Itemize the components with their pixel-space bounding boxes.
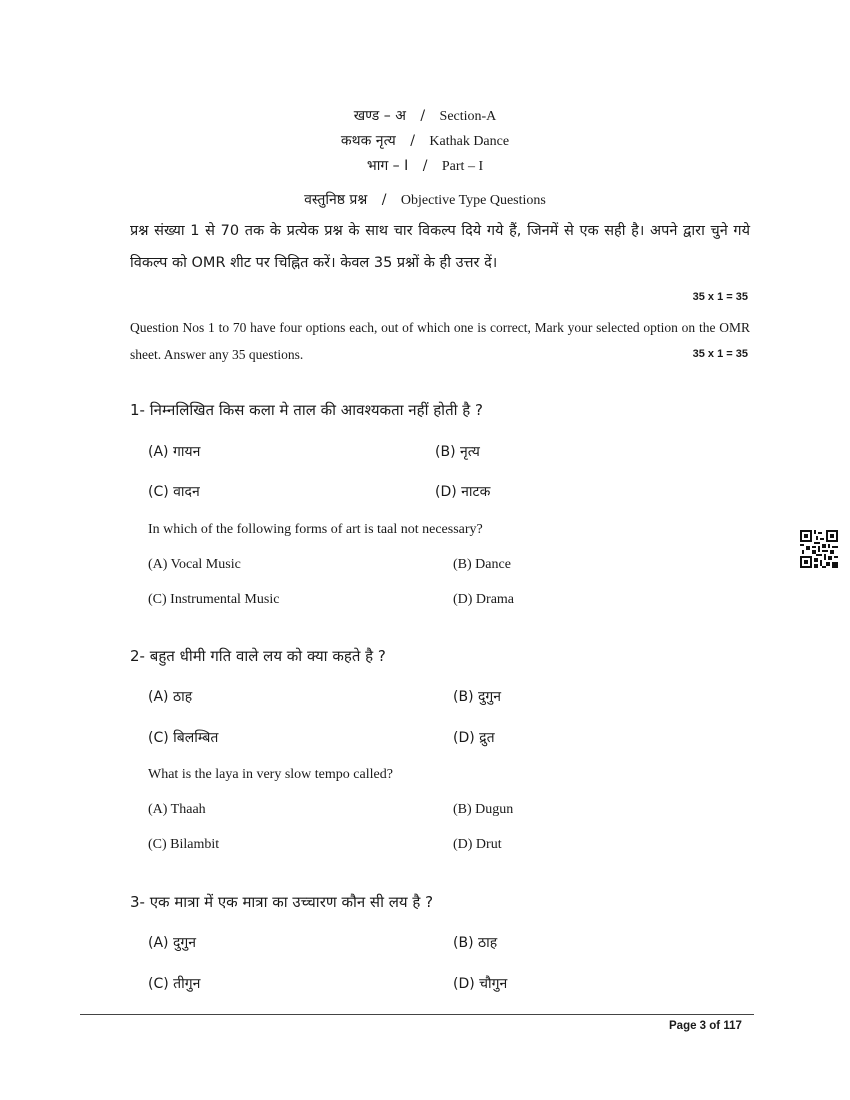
question-type-english: Objective Type Questions <box>400 193 546 208</box>
separator: / <box>410 133 415 149</box>
question-1-english: In which of the following forms of art is taal not necessary? <box>148 522 483 537</box>
marks-english: 35 x 1 = 35 <box>692 348 748 360</box>
option-d: (D) द्रुत <box>453 730 495 746</box>
question-number: 2- <box>130 647 145 665</box>
subject-english: Kathak Dance <box>429 134 510 149</box>
header-part <box>0 156 850 175</box>
question-2-hindi <box>130 646 386 666</box>
header-section <box>0 106 850 125</box>
separator: / <box>422 158 428 174</box>
part-english: Part – I <box>441 159 484 174</box>
option-b: (B) नृत्य <box>435 444 480 460</box>
option-d-english: (D) Drut <box>453 837 502 852</box>
question-number: 1- <box>130 401 145 419</box>
question-2-english: What is the laya in very slow tempo called? <box>148 767 393 782</box>
option-a: (A) ठाह <box>148 689 193 705</box>
option-c: (C) बिलम्बित <box>148 730 219 746</box>
section-title-hindi: खण्ड – अ <box>353 108 406 124</box>
option-c-english: (C) Instrumental Music <box>148 592 280 607</box>
marks-hindi: 35 x 1 = 35 <box>692 291 748 303</box>
option-a: (A) गायन <box>148 444 201 460</box>
option-b: (B) दुगुन <box>453 689 502 705</box>
option-b-english: (B) Dugun <box>453 802 514 817</box>
option-a: (A) दुगुन <box>148 935 197 951</box>
subject-hindi: कथक नृत्य <box>340 133 396 149</box>
part-hindi: भाग – I <box>366 158 409 174</box>
separator: / <box>420 108 426 124</box>
question-text: एक मात्रा में एक मात्रा का उच्चारण कौन सी लय है ? <box>149 893 434 911</box>
option-b-english: (B) Dance <box>453 557 511 572</box>
option-b: (B) ठाह <box>453 935 498 951</box>
option-d-english: (D) Drama <box>453 592 515 607</box>
instructions-english: Question Nos 1 to 70 have four options each, out of which one is correct, Mark your selected option on the OMR sheet. Answer any 35 questions. <box>130 320 750 362</box>
option-a-english: (A) Vocal Music <box>148 557 241 572</box>
separator: / <box>381 192 387 208</box>
question-3-hindi <box>130 892 433 912</box>
option-a-english: (A) Thaah <box>148 802 206 817</box>
section-title-english: Section-A <box>439 109 497 124</box>
option-c-english: (C) Bilambit <box>148 837 220 852</box>
qr-code-icon <box>800 530 838 568</box>
option-c: (C) वादन <box>148 484 200 500</box>
question-text: निम्नलिखित किस कला मे ताल की आवश्यकता नहीं होती है ? <box>149 401 483 419</box>
question-number: 3- <box>130 893 145 911</box>
footer-divider <box>80 1014 754 1015</box>
option-d: (D) नाटक <box>435 484 491 500</box>
option-d: (D) चौगुन <box>453 976 508 992</box>
option-c: (C) तीगुन <box>148 976 201 992</box>
question-text: बहुत धीमी गति वाले लय को क्या कहते है ? <box>149 647 386 665</box>
header-question-type <box>0 190 850 209</box>
question-type-hindi: वस्तुनिष्ठ प्रश्न <box>304 192 368 208</box>
question-1-hindi <box>130 400 483 420</box>
instructions-hindi: प्रश्न संख्या 1 से 70 तक के प्रत्येक प्रश्न के साथ चार विकल्प दिये गये हैं, जिनमें से एक सही है। अपने द्वारा चुने गये विकल्प को OMR शीट पर चिह्नित करें। केवल 35 प्रश्नों के ही उत्तर दें। <box>130 223 750 271</box>
page-number: Page 3 of 117 <box>669 1020 742 1032</box>
header-subject <box>0 131 850 150</box>
